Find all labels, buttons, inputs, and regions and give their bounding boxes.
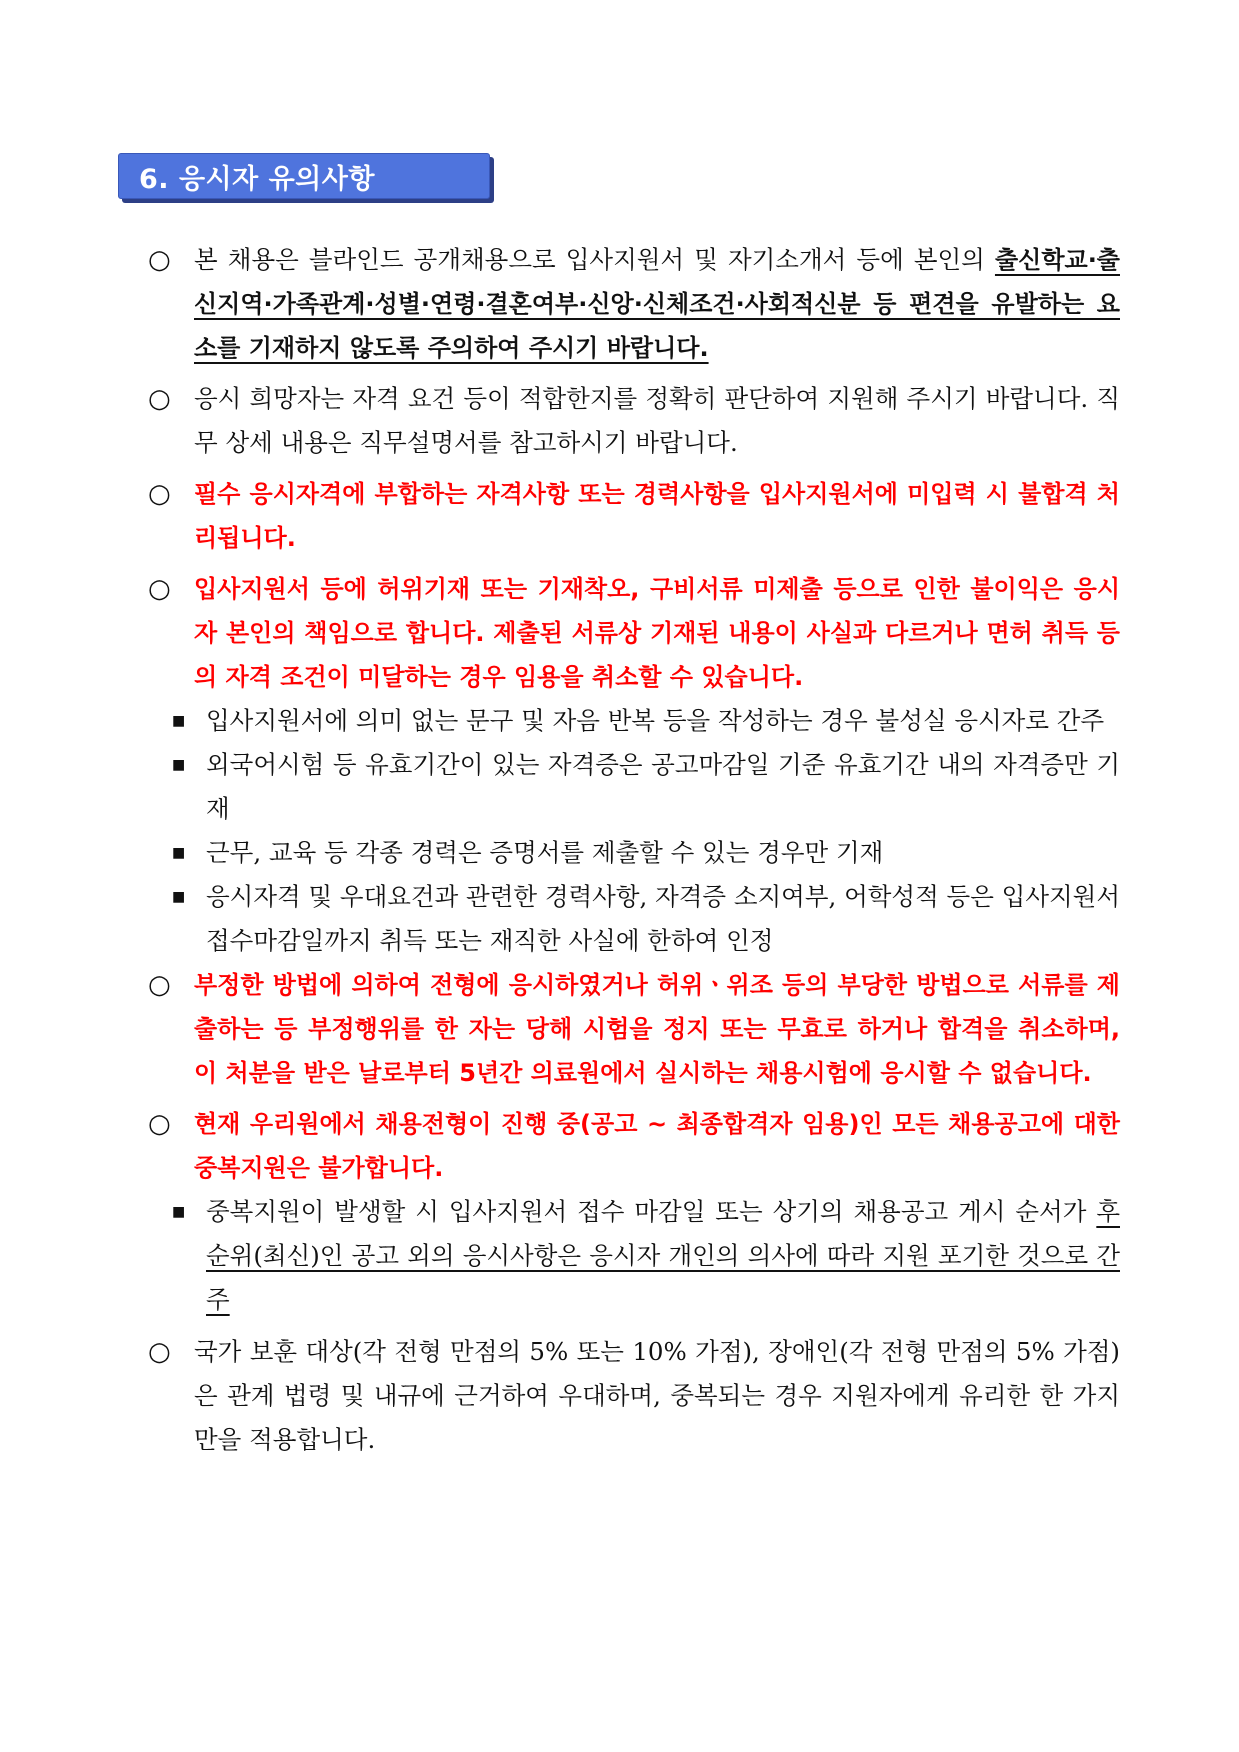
notice-item-preference (148, 1330, 1120, 1462)
notice-item-false-statement (148, 567, 1120, 699)
notice-text-warning: 현재 우리원에서 채용전형이 진행 중(공고 ~ 최종합격자 임용)인 모든 채용공고에 대한 중복지원은 불가합니다. (194, 1110, 1120, 1182)
notice-text-warning: 입사지원서 등에 허위기재 또는 기재착오, 구비서류 미제출 등으로 인한 불이익은 응시자 본인의 책임으로 합니다. 제출된 서류상 기재된 내용이 사실과 다르거나 면허 취득 등의 자격 조건이 미달하는 경우 임용을 취소할 수 있습니다. (194, 575, 1120, 691)
square-bullet-icon: ■ (172, 1204, 186, 1220)
notice-text-warning: 필수 응시자격에 부합하는 자격사항 또는 경력사항을 입사지원서에 미입력 시 불합격 처리됩니다. (194, 480, 1120, 552)
notice-text: 본 채용은 블라인드 공개채용으로 입사지원서 및 자기소개서 등에 본인의 (194, 245, 995, 274)
sub-item (166, 831, 1120, 875)
sub-item-text: 중복지원이 발생할 시 입사지원서 접수 마감일 또는 상기의 채용공고 게시 순서가 (206, 1197, 1097, 1226)
sub-item (166, 743, 1120, 831)
section-title: 6. 응시자 유의사항 (139, 163, 375, 195)
sub-item (166, 875, 1120, 963)
notice-item-required-qualification (148, 472, 1120, 560)
notice-item-misconduct (148, 963, 1120, 1095)
sub-item-text-underlined: 후순위(최신)인 공고 외의 응시사항은 응시자 개인의 의사에 따라 지원 포기한 것으로 간주 (206, 1197, 1120, 1314)
square-bullet-icon: ■ (172, 757, 186, 773)
circle-bullet-icon: ○ (148, 384, 171, 414)
section-header (118, 153, 490, 199)
sub-item-text: 근무, 교육 등 각종 경력은 증명서를 제출할 수 있는 경우만 기재 (206, 838, 884, 867)
notice-item-eligibility (148, 377, 1120, 465)
circle-bullet-icon: ○ (148, 1109, 171, 1139)
notice-text: 응시 희망자는 자격 요건 등이 적합한지를 정확히 판단하여 지원해 주시기 바랍니다. 직무 상세 내용은 직무설명서를 참고하시기 바랍니다. (194, 384, 1120, 457)
notice-list (148, 238, 1120, 1469)
sub-item-text: 응시자격 및 우대요건과 관련한 경력사항, 자격증 소지여부, 어학성적 등은 입사지원서 접수마감일까지 취득 또는 재직한 사실에 한하여 인정 (206, 882, 1121, 955)
square-bullet-icon: ■ (172, 845, 186, 861)
notice-text: 국가 보훈 대상(각 전형 만점의 5% 또는 10% 가점), 장애인(각 전형 만점의 5% 가점)은 관계 법령 및 내규에 근거하여 우대하며, 중복되는 경우 지원자에게 유리한 한 가지만을 적용합니다. (194, 1337, 1120, 1454)
sub-item (166, 1190, 1120, 1322)
square-bullet-icon: ■ (172, 713, 186, 729)
notice-item-blind-hiring (148, 238, 1120, 370)
notice-text-emphasis: 출신학교·출신지역·가족관계·성별·연령·결혼여부·신앙·신체조건·사회적신분 등 편견을 유발하는 요소를 기재하지 않도록 주의하여 주시기 바랍니다. (194, 246, 1120, 362)
notice-text-warning: 부정한 방법에 의하여 전형에 응시하였거나 허위ㆍ위조 등의 부당한 방법으로 서류를 제출하는 등 부정행위를 한 자는 당해 시험을 정지 또는 무효로 하거나 합격을 취소하며, 이 처분을 받은 날로부터 5년간 의료원에서 실시하는 채용시험에 응시할 수 없습니다. (194, 971, 1120, 1087)
circle-bullet-icon: ○ (148, 479, 171, 509)
circle-bullet-icon: ○ (148, 245, 171, 275)
notice-item-duplicate-application (148, 1102, 1120, 1190)
square-bullet-icon: ■ (172, 889, 186, 905)
circle-bullet-icon: ○ (148, 970, 171, 1000)
circle-bullet-icon: ○ (148, 574, 171, 604)
sub-item-text: 외국어시험 등 유효기간이 있는 자격증은 공고마감일 기준 유효기간 내의 자격증만 기재 (206, 750, 1120, 823)
sub-item-text: 입사지원서에 의미 없는 문구 및 자음 반복 등을 작성하는 경우 불성실 응시자로 간주 (206, 706, 1105, 735)
circle-bullet-icon: ○ (148, 1337, 171, 1367)
sub-item (166, 699, 1120, 743)
